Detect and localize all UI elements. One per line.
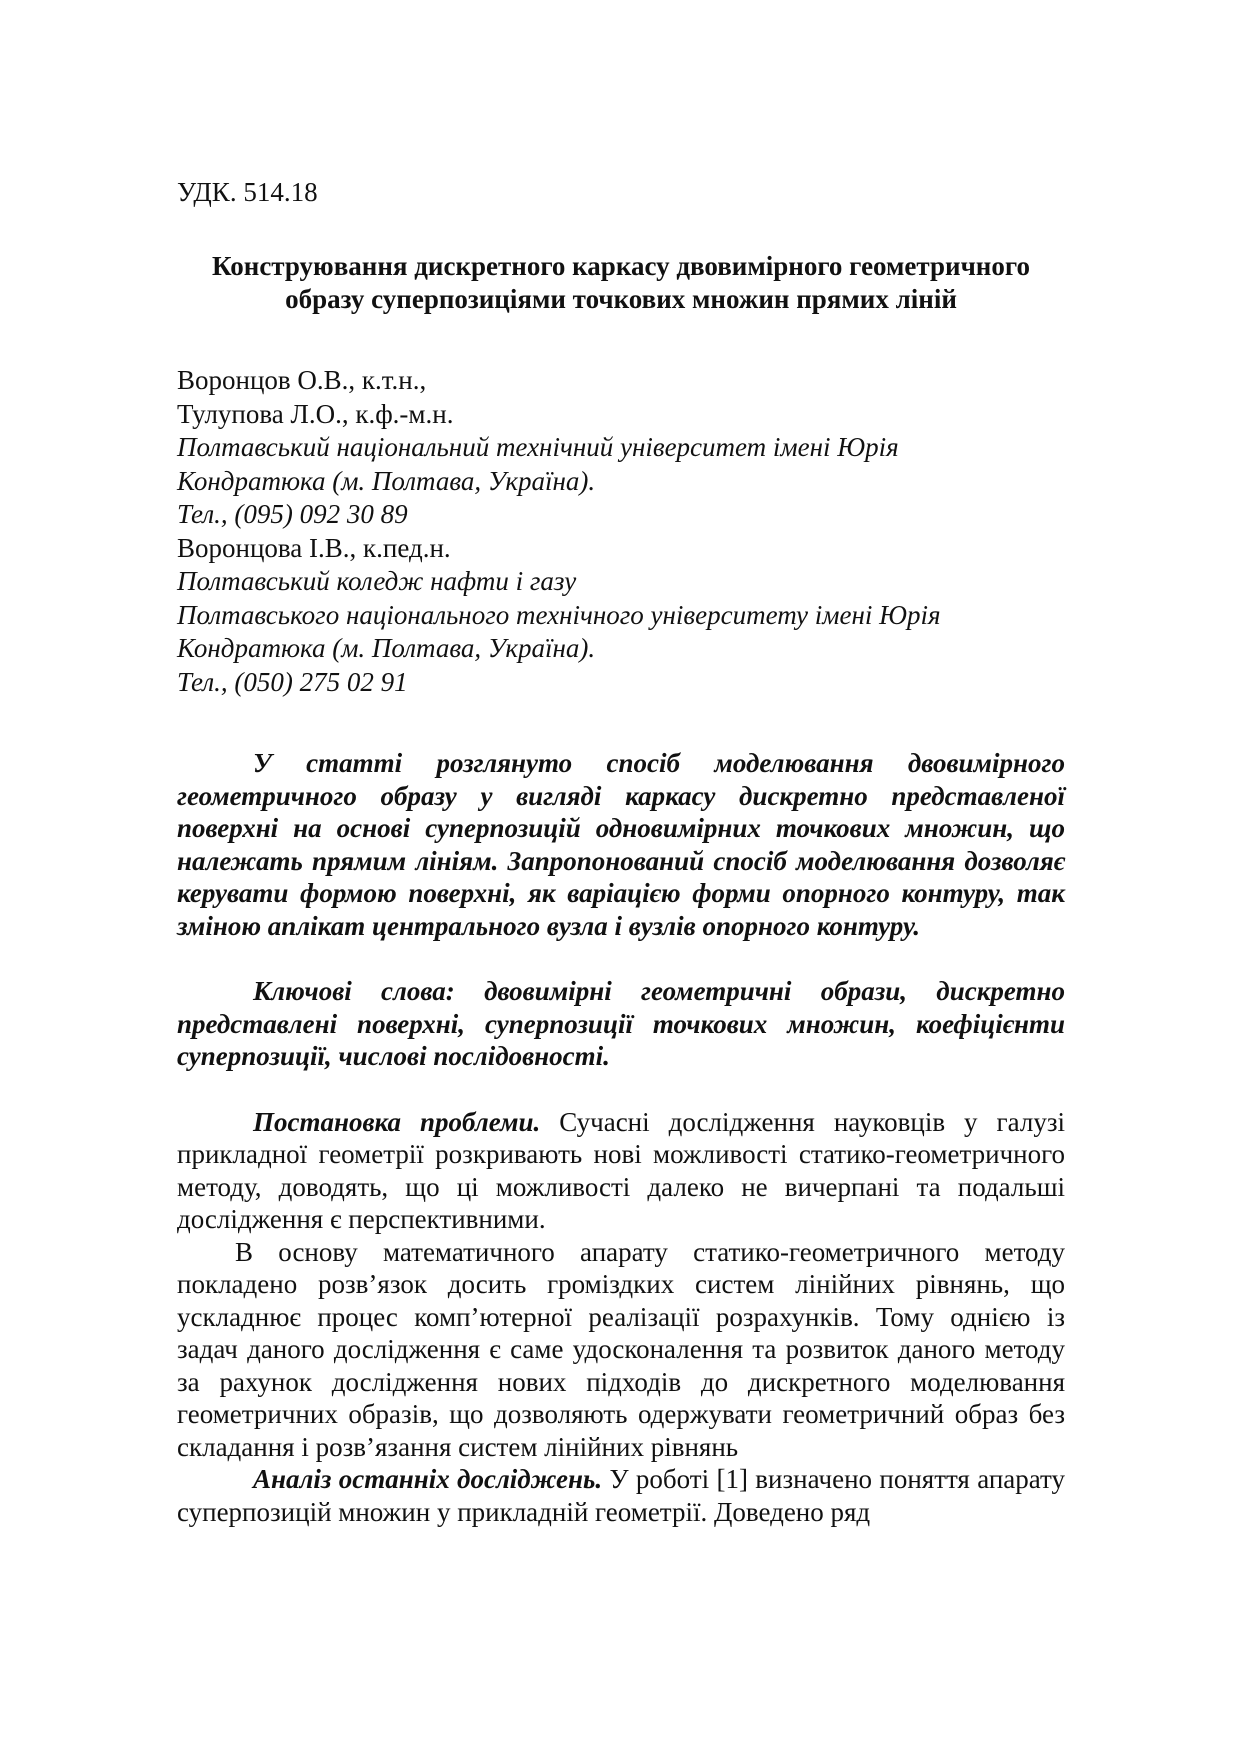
author-line: Тулупова Л.О., к.ф.-м.н. — [177, 398, 454, 429]
affiliation-line: Кондратюка (м. Полтава, Україна). — [177, 633, 596, 663]
author-line: Воронцов О.В., к.т.н., — [177, 365, 427, 395]
problem-heading: Постановка проблеми. — [253, 1106, 541, 1137]
basis-paragraph: В основу математичного апарату статико-геометричного методу покладено розв’язок досить громіздких систем лінійних рівнянь, що ускладнює процес комп’ютерної реалізації розрахунків. Тому однією із задач даного дослідження є саме удосконалення та розвиток даного методу за рахунок дослідження нових підходів до дискретного моделювання геометричних образів, що дозволяють одержувати геометричний образ без складання і розв’язання систем лінійних рівнянь — [177, 1236, 1065, 1462]
paper-title: Конструювання дискретного каркасу двовимірного геометричного образу суперпозиціями точкових множин прямих ліній — [212, 251, 1030, 314]
affiliation-line: Полтавський коледж нафти і газу — [177, 566, 577, 596]
author-line: Воронцова І.В., к.пед.н. — [177, 532, 451, 563]
affiliation-line: Полтавського національного технічного університету імені Юрія — [177, 599, 941, 630]
abstract: У статті розглянуто спосіб моделювання двовимірного геометричного образу у вигляді каркасу дискретно представленої поверхні на основі суперпозицій одновимірних точкових множин, що належать прямим лініям. Запропонований спосіб моделювання дозволяє керувати формою поверхні, як варіацією форми опорного контуру, так зміною аплікат центрального вузла і вузлів опорного контуру. — [177, 748, 1065, 941]
phone-line: Тел., (050) 275 02 91 — [177, 666, 408, 697]
problem-paragraph — [177, 1106, 1065, 1236]
keywords: Ключові слова: двовимірні геометричні образи, дискретно представлені поверхні, суперпозиції точкових множин, коефіцієнти суперпозиції, числові послідовності. — [177, 976, 1065, 1071]
analysis-heading: Аналіз останніх досліджень. — [253, 1464, 603, 1494]
udk-code: УДК. 514.18 — [177, 177, 318, 207]
analysis-text: У роботі [1] визначено поняття апарату суперпозицій множин у прикладній геометрії. Доведено ряд — [177, 1464, 1065, 1527]
affiliation-line: Полтавський національний технічний університет імені Юрія — [177, 432, 899, 462]
authors-block — [177, 364, 1065, 699]
phone-line: Тел., (095) 092 30 89 — [177, 499, 408, 529]
problem-text: Сучасні дослідження науковців у галузі прикладної геометрії розкривають нові можливості статико-геометричного методу, доводять, що ці можливості далеко не вичерпані та подальші дослідження є перспективними. — [177, 1106, 1065, 1234]
paper-page — [177, 176, 1065, 1528]
affiliation-line: Кондратюка (м. Полтава, Україна). — [177, 465, 596, 496]
analysis-paragraph — [177, 1463, 1065, 1528]
